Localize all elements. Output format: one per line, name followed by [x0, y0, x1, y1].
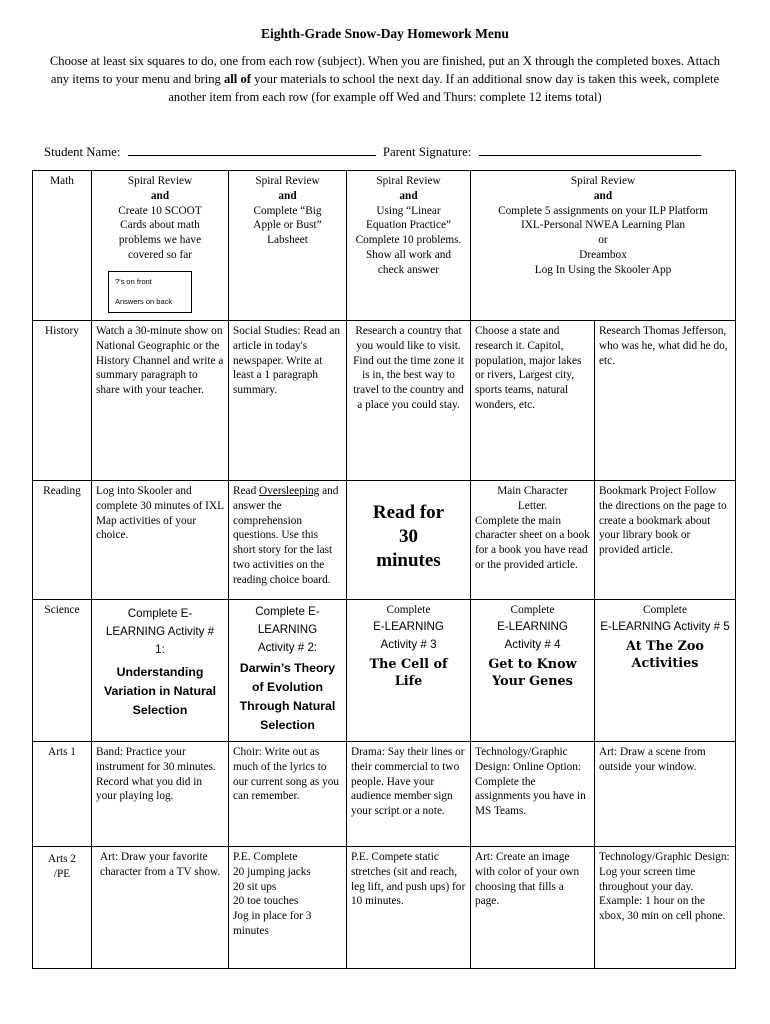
reading-option-4[interactable]: Main Character Letter. Complete the main character sheet on a book for a book you have read or the provided article.	[471, 481, 595, 600]
math-row	[33, 171, 736, 321]
science-option-3[interactable]: Complete E-LEARNING Activity # 3 The Cell of Life	[347, 600, 471, 742]
arts1-option-1[interactable]: Band: Practice your instrument for 30 minutes. Record what you did in your playing log.	[92, 742, 229, 847]
reading-option-2[interactable]: Read Oversleeping and answer the comprehension questions. Use this short story for the last two activities on the reading choice board.	[229, 481, 347, 600]
reading-option-5[interactable]: Bookmark Project Follow the directions on the page to create a bookmark about your library book or provided article.	[595, 481, 736, 600]
science-option-1[interactable]: Complete E-LEARNING Activity # 1: Understanding Variation in Natural Selection	[92, 600, 229, 742]
subject-science: Science	[33, 600, 92, 742]
arts1-option-5[interactable]: Art: Draw a scene from outside your window.	[595, 742, 736, 847]
subject-history: History	[33, 321, 92, 481]
subject-math: Math	[33, 171, 92, 321]
subject-arts-1: Arts 1	[33, 742, 92, 847]
arts2-option-3[interactable]: P.E. Compete static stretches (sit and reach, leg lift, and push ups) for 10 minutes.	[347, 847, 471, 969]
reading-option-3[interactable]: Read for 30 minutes	[347, 481, 471, 600]
science-option-4[interactable]: Complete E-LEARNING Activity # 4 Get to Know Your Genes	[471, 600, 595, 742]
instructions: Choose at least six squares to do, one from each row (subject). When you are finished, put an X through the completed boxes. Attach any items to your menu and bring all of your materials to school the next day. If an additional snow day is taken this week, complete another item from each row (for example off Wed and Thurs: complete 12 items total)	[49, 54, 721, 104]
subject-reading: Reading	[33, 481, 92, 600]
history-option-4[interactable]: Choose a state and research it. Capitol, population, major lakes or rivers, Largest city, sports teams, natural wonders, etc.	[471, 321, 595, 481]
arts1-option-3[interactable]: Drama: Say their lines or their commercial to two people. Have your audience member sign your script or a note.	[347, 742, 471, 847]
history-option-1[interactable]: Watch a 30-minute show on National Geographic or the History Channel and write a summary paragraph to share with your teacher.	[92, 321, 229, 481]
arts2-option-1[interactable]: Art: Draw your favorite character from a TV show.	[92, 847, 229, 969]
scoot-card-note: ?'s on front Answers on back	[108, 271, 192, 313]
page-title: Eighth-Grade Snow-Day Homework Menu	[261, 26, 509, 41]
history-option-3[interactable]: Research a country that you would like to visit. Find out the time zone it is in, the best way to travel to the country and a place you could stay.	[347, 321, 471, 481]
arts2-option-4[interactable]: Art: Create an image with color of your own choosing that fills a page.	[471, 847, 595, 969]
arts1-option-2[interactable]: Choir: Write out as much of the lyrics to our current song as you can remember.	[229, 742, 347, 847]
arts2-pe-row	[33, 847, 736, 969]
science-option-5[interactable]: Complete E-LEARNING Activity # 5 At The Zoo Activities	[595, 600, 736, 742]
reading-option-1[interactable]: Log into Skooler and complete 30 minutes of IXL Map activities of your choice.	[92, 481, 229, 600]
science-option-2[interactable]: Complete E-LEARNING Activity # 2: Darwin’s Theory of Evolution Through Natural Selection	[229, 600, 347, 742]
arts2-option-5[interactable]: Technology/Graphic Design: Log your screen time throughout your day. Example: 1 hour on the xbox, 30 min on cell phone.	[595, 847, 736, 969]
reading-row	[33, 481, 736, 600]
parent-signature-field[interactable]	[479, 154, 701, 156]
math-option-4[interactable]: Spiral Review and Complete 5 assignments on your ILP Platform IXL-Personal NWEA Learning Plan or Dreambox Log In Using the Skooler App	[471, 171, 736, 321]
arts1-row	[33, 742, 736, 847]
homework-menu-table	[32, 170, 736, 969]
math-option-1[interactable]: Spiral Review and Create 10 SCOOT Cards about math problems we have covered so far ?'s on front Answers on back	[92, 171, 229, 321]
history-option-5[interactable]: Research Thomas Jefferson, who was he, what did he do, etc.	[595, 321, 736, 481]
arts1-option-4[interactable]: Technology/Graphic Design: Online Option: Complete the assignments you have in MS Teams.	[471, 742, 595, 847]
math-option-3[interactable]: Spiral Review and Using “Linear Equation Practice” Complete 10 problems. Show all work and check answer	[347, 171, 471, 321]
arts2-option-2[interactable]: P.E. Complete 20 jumping jacks 20 sit ups 20 toe touches Jog in place for 3 minutes	[229, 847, 347, 969]
student-name-label: Student Name:	[44, 145, 121, 159]
math-option-2[interactable]: Spiral Review and Complete “Big Apple or Bust” Labsheet	[229, 171, 347, 321]
subject-arts-2-pe: Arts 2 /PE	[33, 847, 92, 969]
science-row	[33, 600, 736, 742]
student-name-field[interactable]	[128, 154, 376, 156]
signature-line	[44, 145, 701, 160]
parent-signature-label: Parent Signature:	[382, 145, 472, 159]
history-option-2[interactable]: Social Studies: Read an article in today's newspaper. Write at least a 1 paragraph summary.	[229, 321, 347, 481]
history-row	[33, 321, 736, 481]
